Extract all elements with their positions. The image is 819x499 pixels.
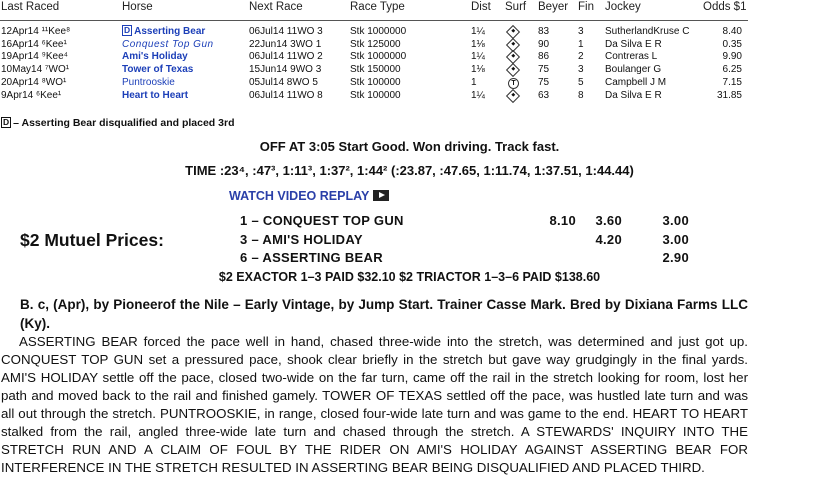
- header-dist: Dist: [471, 1, 491, 13]
- dirt-synthetic-icon: [506, 88, 520, 102]
- cell-dist: 1: [471, 76, 477, 88]
- play-icon[interactable]: [373, 190, 389, 201]
- cell-next-race: 06Jul14 11WO 3: [249, 26, 323, 37]
- mutuel-row: [0, 232, 819, 250]
- cell-jockey: Boulanger G: [605, 64, 662, 76]
- cell-fin: 1: [578, 38, 584, 50]
- time-line: TIME :23⁴, :47³, 1:11³, 1:37², 1:44² (:23.87, :47.65, 1:11.74, 1:37.51, 1:44.44): [185, 163, 634, 178]
- mutuel-show: 2.90: [662, 250, 689, 265]
- cell-beyer: 63: [538, 89, 550, 101]
- cell-odds: 0.35: [722, 38, 742, 50]
- cell-odds: 6.25: [722, 64, 742, 76]
- chart-comments: ASSERTING BEAR forced the pace well in hand, chased three-wide into the stretch, was determined and just got up. CONQUEST TOP GUN set a pressured pace, shook clear briefly in the stretch but gave way grudgingly in the final yards. AMI'S HOLIDAY settle off the pace, closed two-wide on the far turn, came off the rail in the stretch looking for room, lost her path and moved back to the rail and finished gamely. TOWER OF TEXAS settled off the pace, was hustled late turn and was all out through the stretch. PUNTROOSKIE, in range, closed four-wide late turn and was game to the end. HEART TO HEART stalked from the rail, angled three-wide late turn and chased through the stretch. A STEWARDS' INQUIRY INTO THE STRETCH RUN AND A CLAIM OF FOUL BY THE RIDER ON AMI'S HOLIDAY AGAINST ASSERTING BEAR FOR INTERFERENCE IN THE STRETCH RESULTED IN ASSERTING BEAR BEING DISQUALIFIED AND PLACED THIRD.: [1, 334, 748, 475]
- cell-horse: [122, 25, 205, 38]
- surf-glyph: ◆: [511, 28, 516, 35]
- header-race-type: Race Type: [350, 1, 405, 13]
- cell-dist: 1⅛: [471, 64, 485, 76]
- cell-horse: [122, 76, 175, 89]
- cell-last-raced: 10May14 ⁷WO¹: [1, 64, 70, 76]
- horse-link[interactable]: Puntrooskie: [122, 76, 175, 88]
- cell-horse: [122, 38, 214, 51]
- cell-beyer: 90: [538, 38, 550, 50]
- header-fin: Fin: [578, 1, 594, 13]
- cell-beyer: 86: [538, 51, 550, 63]
- cell-fin: 3: [578, 64, 584, 76]
- surf-glyph: ◆: [511, 53, 516, 60]
- mutuel-win: 8.10: [549, 213, 576, 228]
- cell-next-race: 06Jul14 11WO 2: [249, 51, 323, 63]
- mutuel-row: [0, 213, 819, 231]
- cell-race-type: Stk 100000: [350, 89, 401, 101]
- surf-glyph: ◆: [511, 40, 516, 47]
- cell-next-race: 05Jul14 8WO 5: [249, 76, 318, 88]
- cell-jockey: Da Silva E R: [605, 89, 662, 101]
- cell-race-type: Stk 100000: [350, 76, 401, 88]
- dq-note: [1, 117, 234, 129]
- cell-last-raced: 20Apr14 ⁸WO¹: [1, 76, 67, 88]
- horse-link[interactable]: Tower of Texas: [122, 64, 194, 76]
- cell-jockey: Contreras L: [605, 51, 658, 63]
- cell-jockey: SutherlandKruse C: [605, 26, 690, 37]
- cell-dist: 1¼: [471, 89, 485, 101]
- cell-last-raced: 9Apr14 ⁶Kee¹: [1, 89, 62, 101]
- mutuel-label: $2 Mutuel Prices:: [20, 230, 164, 250]
- off-line: OFF AT 3:05 Start Good. Won driving. Track fast.: [259, 139, 560, 154]
- table-row: [0, 50, 819, 63]
- cell-dist: 1¼: [471, 26, 485, 37]
- header-next-race: Next Race: [249, 1, 303, 13]
- cell-dist: 1⅛: [471, 38, 485, 50]
- cell-beyer: 83: [538, 26, 550, 37]
- header-beyer: Beyer: [538, 1, 569, 13]
- mutuel-place: 3.60: [595, 213, 622, 228]
- horse-link[interactable]: Heart to Heart: [122, 89, 189, 101]
- header-horse: Horse: [122, 1, 153, 13]
- cell-horse: [122, 63, 193, 76]
- watch-video-replay-link[interactable]: [229, 189, 389, 203]
- mutuel-entry: 3 – AMI'S HOLIDAY: [240, 231, 363, 247]
- cell-odds: 7.15: [722, 76, 742, 88]
- mutuel-show: 3.00: [662, 213, 689, 228]
- cell-next-race: 15Jun14 9WO 3: [249, 64, 322, 76]
- mutuel-entry: 6 – ASSERTING BEAR: [240, 250, 383, 265]
- header-odds: Odds $1: [703, 1, 747, 13]
- cell-fin: 3: [578, 26, 584, 37]
- cell-odds: 9.90: [722, 51, 742, 63]
- table-row: [0, 38, 819, 51]
- mutuel-show: 3.00: [662, 231, 689, 247]
- exotics-line: $2 EXACTOR 1–3 PAID $32.10 $2 TRIACTOR 1–3–6 PAID $138.60: [218, 270, 601, 284]
- header-jockey: Jockey: [605, 1, 641, 13]
- cell-horse: [122, 50, 188, 63]
- dq-badge-icon: D: [124, 25, 131, 35]
- turf-icon: T: [508, 78, 519, 89]
- horse-link[interactable]: Asserting Bear: [134, 26, 206, 37]
- cell-dist: 1¼: [471, 51, 485, 63]
- cell-next-race: 22Jun14 3WO 1: [249, 38, 322, 50]
- cell-beyer: 75: [538, 64, 550, 76]
- dq-box-icon: D: [3, 117, 10, 127]
- table-row: [0, 25, 819, 38]
- mutuel-place: 4.20: [595, 231, 622, 247]
- dq-note-text: – Asserting Bear disqualified and placed 3rd: [13, 117, 235, 129]
- cell-beyer: 75: [538, 76, 550, 88]
- cell-race-type: Stk 1000000: [350, 26, 407, 37]
- cell-next-race: 06Jul14 11WO 8: [249, 89, 323, 101]
- header-last-raced: Last Raced: [1, 1, 60, 13]
- cell-last-raced: 19Apr14 ⁹Kee⁴: [1, 51, 68, 63]
- cell-fin: 8: [578, 89, 584, 101]
- cell-horse: [122, 89, 188, 102]
- cell-last-raced: 16Apr14 ⁶Kee¹: [1, 38, 67, 50]
- table-row: [0, 76, 819, 89]
- cell-race-type: Stk 150000: [350, 64, 401, 76]
- cell-last-raced: 12Apr14 ¹¹Kee⁸: [1, 26, 71, 37]
- cell-jockey: Campbell J M: [605, 76, 667, 88]
- cell-fin: 5: [578, 76, 584, 88]
- cell-odds: 31.85: [716, 89, 742, 101]
- video-label: WATCH VIDEO REPLAY: [229, 189, 370, 203]
- cell-fin: 2: [578, 51, 584, 63]
- cell-race-type: Stk 125000: [350, 38, 401, 50]
- mutuel-row: [0, 250, 819, 268]
- table-row: [0, 89, 819, 102]
- header-surf: Surf: [505, 1, 527, 13]
- cell-odds: 8.40: [722, 26, 742, 37]
- surf-glyph: ◆: [511, 66, 516, 73]
- cell-jockey: Da Silva E R: [605, 38, 662, 50]
- surf-glyph: ◆: [511, 91, 516, 98]
- table-row: [0, 63, 819, 76]
- cell-race-type: Stk 1000000: [350, 51, 407, 63]
- mutuel-entry: 1 – CONQUEST TOP GUN: [240, 213, 404, 228]
- horse-link[interactable]: Ami's Holiday: [122, 51, 188, 63]
- header-divider: [0, 20, 748, 21]
- breeding-info: B. c, (Apr), by Pioneerof the Nile – Early Vintage, by Jump Start. Trainer Casse Mark. Bred by Dixiana Farms LLC (Ky).: [20, 297, 748, 331]
- horse-link[interactable]: Conquest Top Gun: [122, 38, 214, 50]
